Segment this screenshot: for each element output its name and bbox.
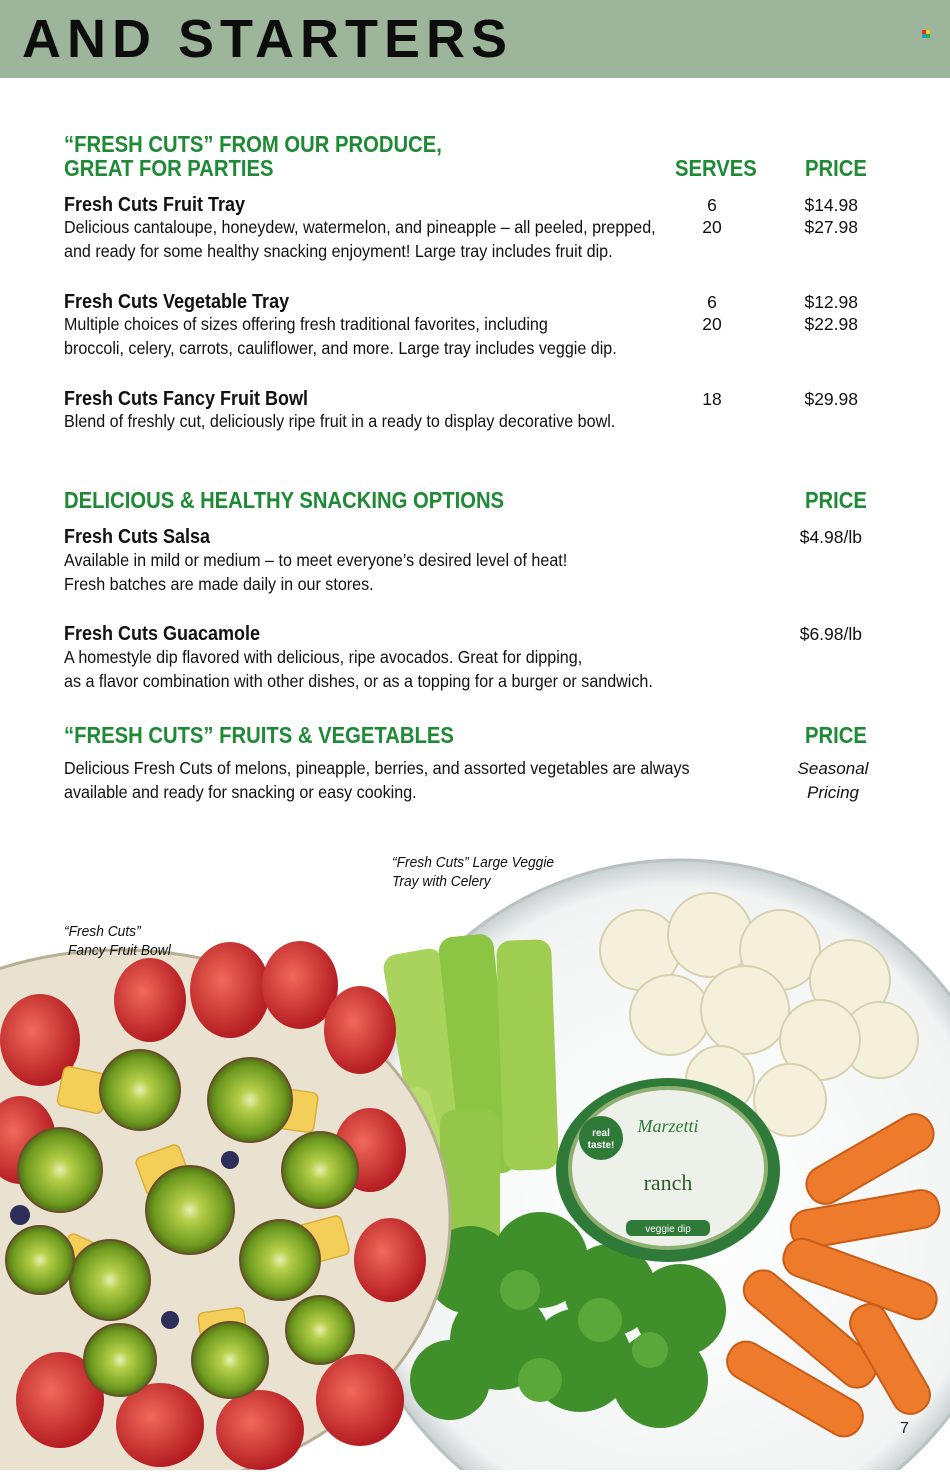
dip-badge-text: taste! [587,1140,615,1151]
item-title-guacamole: Fresh Cuts Guacamole [64,623,261,645]
price-value: $29.98 [804,389,858,409]
price-value: $6.98/lb [799,624,862,644]
section3-heading: “FRESH CUTS” FRUITS & VEGETABLES [64,722,454,748]
dip-badge-text: real [592,1128,610,1139]
dip-type-text: veggie dip [645,1224,691,1235]
fruit-bowl-caption: Fancy Fruit Bowl [68,942,171,959]
item-title-vegetable-tray: Fresh Cuts Vegetable Tray [64,291,290,313]
page-number: 7 [900,1420,909,1437]
item-desc: Available in mild or medium – to meet everyone’s desired level of heat! [64,550,568,570]
serves-value: 20 [702,314,722,334]
veggie-tray-caption: “Fresh Cuts” Large Veggie [392,854,555,871]
price-column-header: PRICE [805,155,867,181]
item-title-fancy-fruit-bowl: Fresh Cuts Fancy Fruit Bowl [64,388,309,410]
page-title: AND STARTERS [22,9,514,69]
section1-heading-line2: GREAT FOR PARTIES [64,155,274,181]
dip-brand-text: Marzetti [637,1116,699,1136]
dip-name-text: ranch [643,1170,693,1195]
seasonal-price: Seasonal [797,759,869,778]
serves-column-header: SERVES [675,155,757,181]
item-desc: Fresh batches are made daily in our stores. [64,574,374,594]
item-desc: Delicious cantaloupe, honeydew, watermelon, and pineapple – all peeled, prepped, [64,217,656,237]
item-title-fruit-tray: Fresh Cuts Fruit Tray [64,194,246,216]
price-value: $14.98 [804,195,858,215]
product-photos [0,840,950,1470]
serves-value: 6 [707,292,717,312]
item-desc: A homestyle dip flavored with delicious, ripe avocados. Great for dipping, [64,647,583,667]
serves-value: 6 [707,195,717,215]
price-value: $27.98 [804,217,858,237]
item-desc: Multiple choices of sizes offering fresh traditional favorites, including [64,314,548,334]
section2-heading: DELICIOUS & HEALTHY SNACKING OPTIONS [64,487,505,513]
section1-heading-line1: “FRESH CUTS” FROM OUR PRODUCE, [64,131,442,157]
section3-desc: available and ready for snacking or easy cooking. [64,782,417,802]
seasonal-price: Pricing [807,783,859,802]
item-desc: broccoli, celery, carrots, cauliflower, and more. Large tray includes veggie dip. [64,338,617,358]
item-desc: Blend of freshly cut, deliciously ripe fruit in a ready to display decorative bowl. [64,411,616,431]
section3-desc: Delicious Fresh Cuts of melons, pineapple, berries, and assorted vegetables are always [64,758,690,778]
color-registration-mark [922,30,930,38]
item-desc: as a flavor combination with other dishes, or as a topping for a burger or sandwich. [64,671,653,691]
fruit-bowl-caption: “Fresh Cuts” [64,923,141,940]
serves-value: 20 [702,217,722,237]
price-value: $22.98 [804,314,858,334]
price-column-header: PRICE [805,487,867,513]
item-desc: and ready for some healthy snacking enjoyment! Large tray includes fruit dip. [64,241,613,261]
item-title-salsa: Fresh Cuts Salsa [64,526,211,548]
produce-photo-illustration [0,840,950,1470]
veggie-tray-caption: Tray with Celery [392,873,491,890]
serves-value: 18 [702,389,722,409]
price-column-header: PRICE [805,722,867,748]
price-value: $12.98 [804,292,858,312]
price-value: $4.98/lb [799,527,862,547]
